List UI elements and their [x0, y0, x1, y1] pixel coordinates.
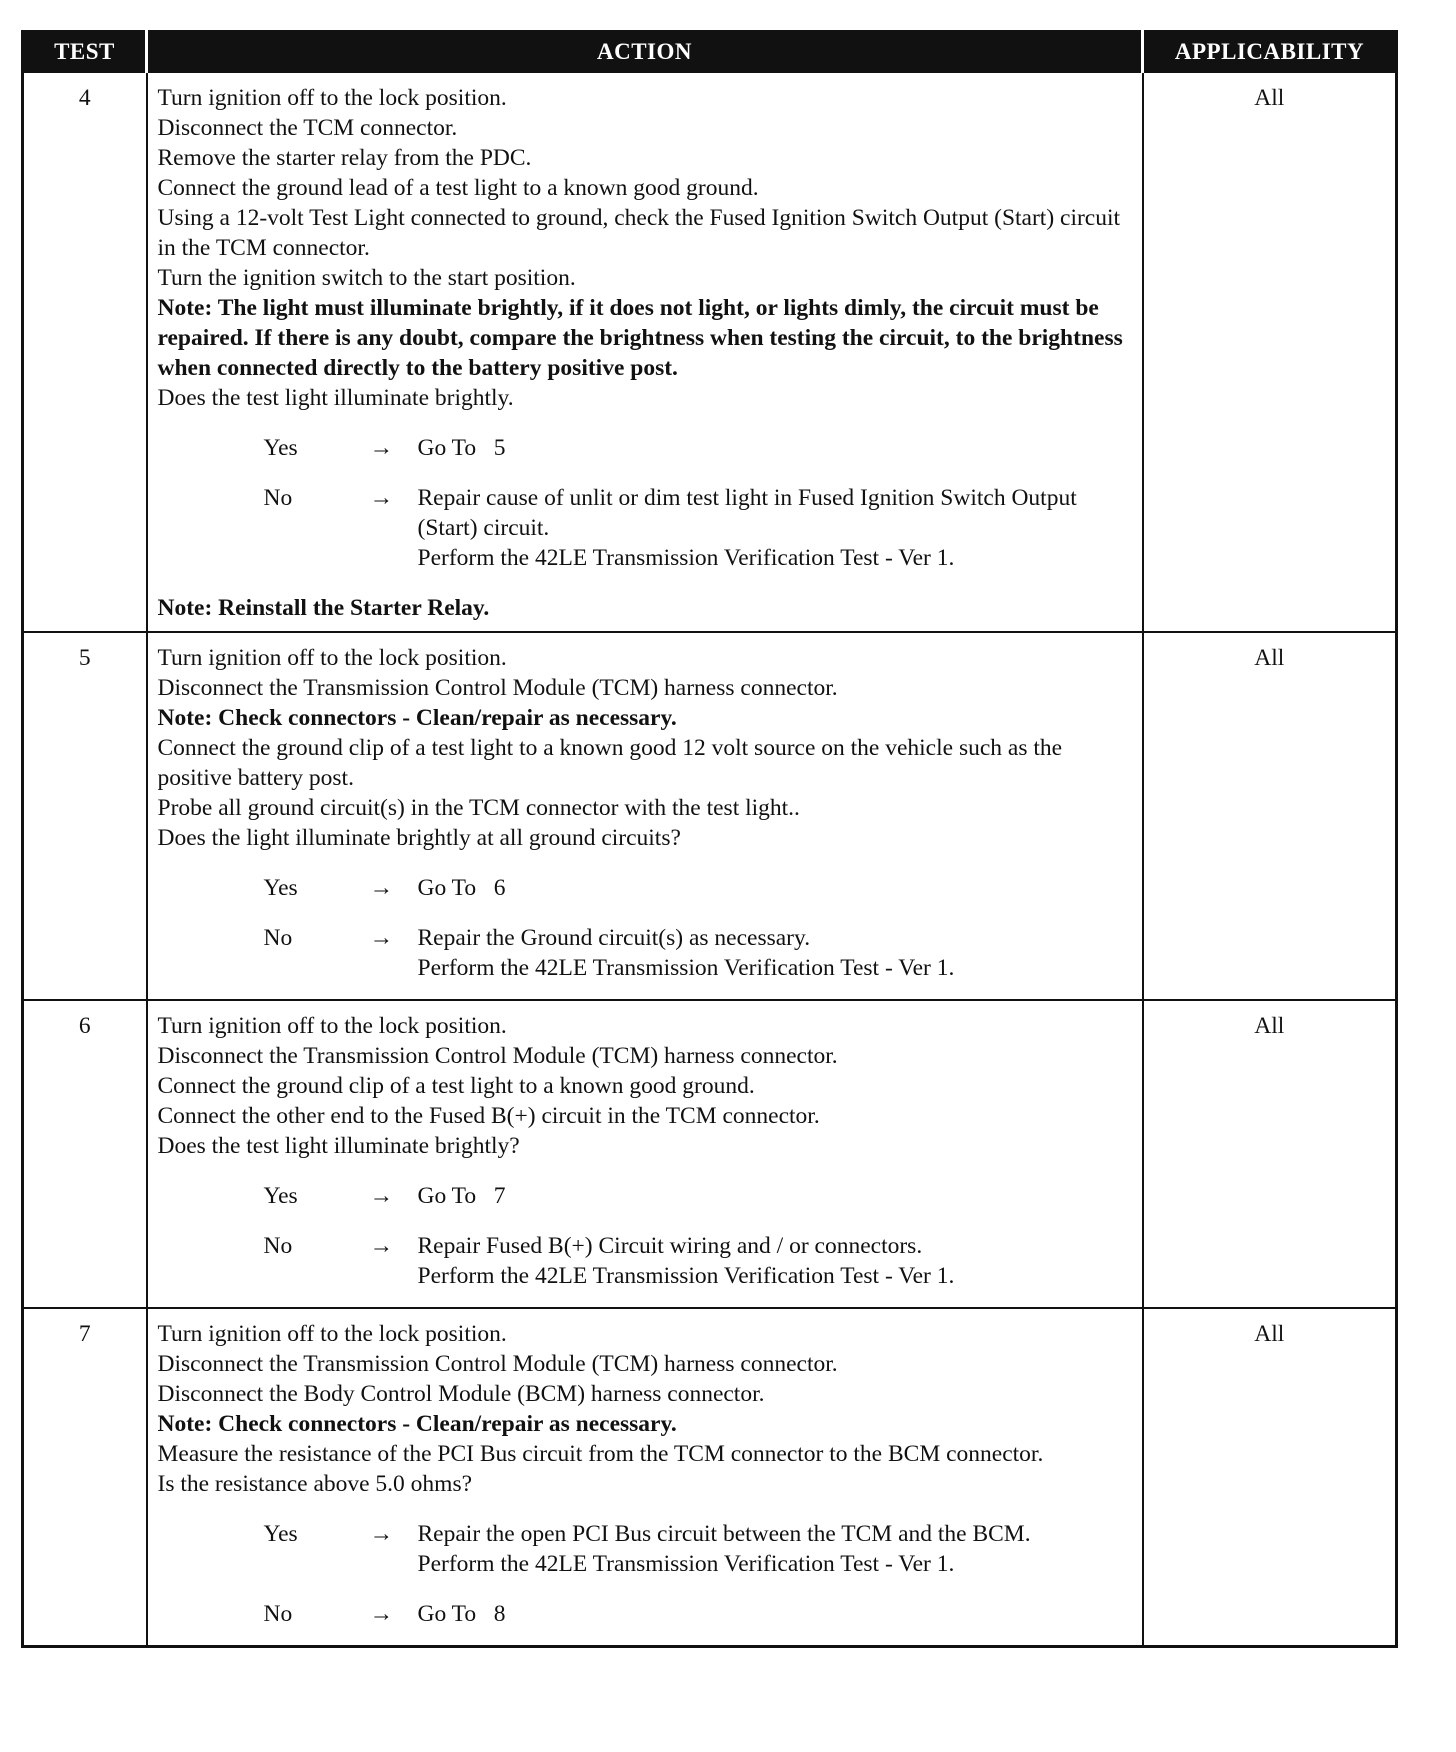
result-line: Repair the Ground circuit(s) as necessary. [417, 925, 811, 951]
instruction-line: Turn the ignition switch to the start position. [157, 265, 576, 291]
applicability-value: All [1143, 632, 1397, 1000]
answer-result [418, 433, 1136, 463]
answer-label: No [263, 1601, 293, 1627]
instruction-line: Probe all ground circuit(s) in the TCM connector with the test light.. [157, 795, 800, 821]
instruction-line: Does the test light illuminate brightly. [157, 385, 514, 411]
answer-result [418, 483, 1136, 573]
test-number: 7 [23, 1308, 147, 1647]
instruction-line: Is the resistance above 5.0 ohms? [157, 1471, 473, 1497]
action-cell [147, 72, 1143, 632]
instruction-line: Using a 12-volt Test Light connected to ground, check the Fused Ignition Switch Output (Start) circuit in the TCM connector. [157, 205, 1121, 261]
result-line: Go To 6 [417, 875, 506, 901]
answer-yes [158, 1519, 1136, 1579]
table-header-row [23, 32, 1397, 73]
arrow-right-icon: → [369, 1233, 393, 1259]
answer-no [158, 1599, 1136, 1629]
answer-yes [158, 433, 1136, 463]
action-cell [147, 1000, 1143, 1308]
answer-label: No [263, 485, 293, 511]
answer-label: Yes [263, 1521, 298, 1547]
arrow-right-icon: → [369, 925, 393, 951]
header-test: TEST [23, 32, 147, 73]
answer-no [158, 1231, 1136, 1291]
test-number: 4 [23, 72, 147, 632]
action-cell [147, 1308, 1143, 1647]
result-line: Perform the 42LE Transmission Verification Test - Ver 1. [417, 545, 955, 571]
answer-yes [158, 1181, 1136, 1211]
note-text: Note: Check connectors - Clean/repair as necessary. [157, 705, 677, 731]
instruction-line: Turn ignition off to the lock position. [157, 1013, 507, 1039]
answer-no [158, 483, 1136, 573]
instruction-line: Connect the ground clip of a test light to a known good ground. [157, 1073, 755, 1099]
arrow-right-icon: → [369, 485, 393, 511]
applicability-value: All [1143, 72, 1397, 632]
instruction-line: Turn ignition off to the lock position. [157, 1321, 507, 1347]
answer-label: Yes [263, 435, 298, 461]
result-line: Go To 5 [417, 435, 506, 461]
table-row [23, 1000, 1397, 1308]
action-cell [147, 632, 1143, 1000]
arrow-right-icon: → [369, 1183, 393, 1209]
result-line: Go To 8 [417, 1601, 506, 1627]
note-after: Note: Reinstall the Starter Relay. [157, 595, 490, 621]
answer-result [418, 873, 1136, 903]
answer-result [418, 1599, 1136, 1629]
result-line: Repair Fused B(+) Circuit wiring and / or connectors. [417, 1233, 923, 1259]
table-row [23, 72, 1397, 632]
instruction-line: Does the light illuminate brightly at all ground circuits? [157, 825, 681, 851]
arrow-right-icon: → [369, 1601, 393, 1627]
answer-label: Yes [263, 1183, 298, 1209]
table-body [23, 72, 1397, 1647]
instruction-line: Disconnect the TCM connector. [157, 115, 458, 141]
applicability-value: All [1143, 1000, 1397, 1308]
arrow-right-icon: → [369, 435, 393, 461]
test-number: 6 [23, 1000, 147, 1308]
instruction-line: Disconnect the Body Control Module (BCM) harness connector. [157, 1381, 765, 1407]
instruction-line: Remove the starter relay from the PDC. [157, 145, 532, 171]
answer-label: No [263, 1233, 293, 1259]
answer-result [418, 1519, 1136, 1579]
instruction-line: Turn ignition off to the lock position. [157, 645, 507, 671]
answer-no [158, 923, 1136, 983]
table-row [23, 1308, 1397, 1647]
instruction-line: Measure the resistance of the PCI Bus circuit from the TCM connector to the BCM connector. [157, 1441, 1044, 1467]
instruction-line: Connect the ground lead of a test light to a known good ground. [157, 175, 759, 201]
instruction-line: Disconnect the Transmission Control Module (TCM) harness connector. [157, 1351, 838, 1377]
diagnostic-test-table [21, 30, 1398, 1648]
instruction-line: Connect the ground clip of a test light to a known good 12 volt source on the vehicle such as the positive battery post. [157, 735, 1063, 791]
note-text: Note: Check connectors - Clean/repair as necessary. [157, 1411, 677, 1437]
answer-yes [158, 873, 1136, 903]
result-line: Go To 7 [417, 1183, 506, 1209]
instruction-line: Connect the other end to the Fused B(+) circuit in the TCM connector. [157, 1103, 820, 1129]
result-line: Perform the 42LE Transmission Verification Test - Ver 1. [417, 1263, 955, 1289]
header-applicability: APPLICABILITY [1143, 32, 1397, 73]
instruction-line: Does the test light illuminate brightly? [157, 1133, 520, 1159]
result-line: Perform the 42LE Transmission Verification Test - Ver 1. [417, 955, 955, 981]
instruction-line: Disconnect the Transmission Control Module (TCM) harness connector. [157, 1043, 838, 1069]
note-text: Note: The light must illuminate brightly, if it does not light, or lights dimly, the circuit must be repaired. If there is any doubt, compare the brightness when testing the circuit, to the brightness when connected directly to the battery positive post. [157, 295, 1123, 381]
applicability-value: All [1143, 1308, 1397, 1647]
result-line: Repair the open PCI Bus circuit between the TCM and the BCM. [417, 1521, 1031, 1547]
result-line: Repair cause of unlit or dim test light in Fused Ignition Switch Output (Start) circuit. [417, 485, 1083, 541]
answer-result [418, 1231, 1136, 1291]
test-number: 5 [23, 632, 147, 1000]
result-line: Perform the 42LE Transmission Verification Test - Ver 1. [417, 1551, 955, 1577]
answer-label: No [263, 925, 293, 951]
answer-result [418, 1181, 1136, 1211]
header-action: ACTION [147, 32, 1143, 73]
instruction-line: Disconnect the Transmission Control Module (TCM) harness connector. [157, 675, 838, 701]
arrow-right-icon: → [369, 1521, 393, 1547]
answer-label: Yes [263, 875, 298, 901]
answer-result [418, 923, 1136, 983]
arrow-right-icon: → [369, 875, 393, 901]
instruction-line: Turn ignition off to the lock position. [157, 85, 507, 111]
table-row [23, 632, 1397, 1000]
